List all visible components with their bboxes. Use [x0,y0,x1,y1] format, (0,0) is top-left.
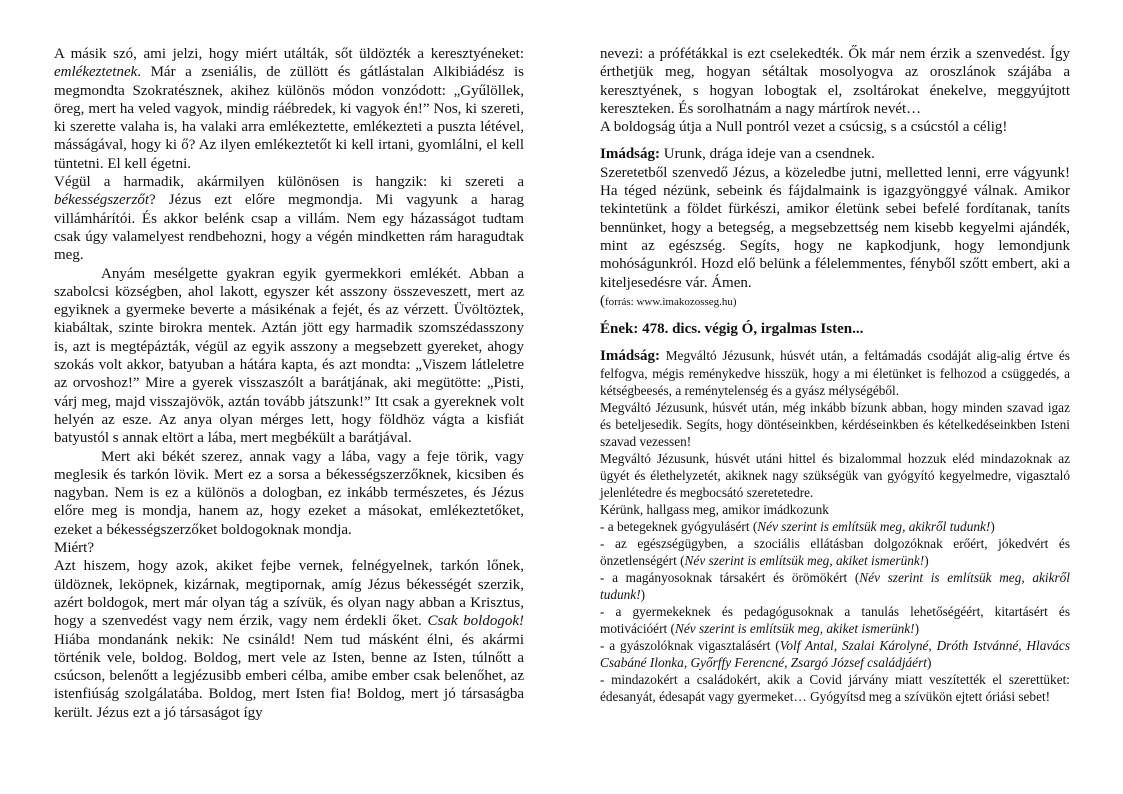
paragraph: Megváltó Jézusunk, húsvét utáni hittel és bizalommal hozzuk eléd mindazoknak az ügyét és élethelyzetét, akiknek nagy szükségük van gyógyító kegyelmedre, vigasztaló jelenlétedre és megbocsátó szeretetedre. [600,451,1070,501]
prayer-label: Imádság: [600,146,661,163]
paragraph [54,173,524,264]
list-item: - a magányosoknak társakért és örömökért (Név szerint is említsük meg, akikről tudunk!) [600,570,1070,603]
paragraph [600,347,1070,399]
text: . Már a zseniális, de züllött és gátlástalan Alkibiádész is megmondta Szokratésznek, akihez különös módon vonzódott: „Gyűlöllek, öreg, mert ha veled vagyok, mindig ráébredek, ki vagyok én!” Nos, ki szereti, ki szerette valaha is, ha valaki arra emlékeztette, emlékezteti a puszta létével, másságával, hogy ki ő? Az ilyen emlékeztetőt ki kell irtani, gyomlálni, el kell tüntetni. El kell égetni. [54,64,524,172]
paragraph: Miért? [54,540,94,557]
prayer-first-line [600,145,1070,163]
text: Végül a harmadik, akármilyen különösen is hangzik: ki szereti a [54,174,524,191]
paragraph: nevezi: a prófétákkal is ezt cselekedték. Ők már nem érzik a szenvedést. Így érthetjük meg, hogyan sétáltak mosolyogva az oroszlánok szájába a keresztyének, s hogyan lobogtak el, zsoltárokat énekelve, meggyújtott kereszteken. És sorolhatnám a nagy mártírok nevét… [600,46,1070,117]
list-item: - a betegeknek gyógyulásért (Név szerint is említsük meg, akikről tudunk!) [600,519,995,535]
paragraph: Kérünk, hallgass meg, amikor imádkozunk [600,502,829,518]
source-link: forrás: www.imakozosseg.hu) [605,295,737,308]
list-item: - az egészségügyben, a szociális ellátásban dolgozóknak erőért, jókedvért és önzetlenségért (Név szerint is említsük meg, akiket ismerünk!) [600,536,1070,569]
paragraph: Anyám mesélgette gyakran egyik gyermekkori emlékét. Abban a szabolcsi községben, ahol lakott, egyszer két asszony összeveszett, mert az egyiknek a gyermeke beverte a másikénak a fejét, és az vérzett. Üvöltöztek, kiabáltak, szinte birokra mentek. Aztán jött egy harmadik szomszédasszony is, azt is megtépázták, végül az egyik asszony a megsebzett gyereket, ahogy szokás volt akkor, batyuban a hátára kapta, és azt mondta: „Viszem látleletre az orvoshoz!” Mire a gyerek visszaszólt a barátjának, aki megütötte: „Pisti, várj meg, majd visszajövök, aztán tovább játszunk!” Itt csak a gyereknek volt helyén az esze. Az anya olyan mérges lett, hogy földhöz vágta a kisfiát batyustól s annak eltört a lába, mert megbékült a barátjával. [54,265,524,447]
text: Hiába mondanánk nekik: Ne csináld! Nem tud másként élni, és akármi történik vele, boldog. Boldog, mert vele az Isten, benne az Isten, túlnőtt a csúcson, belenőtt a legjézusibb emberi célba, amibe ember csak belenőhet, az istenfiúság szolgálatába. Boldog, mert Isten fia! Boldog, mert jó társaságba került. Jézus ezt a jó társaságot így [54,631,524,721]
prayer-body: Szeretetből szenvedő Jézus, a közeledbe jutni, melletted lenni, erre vágyunk! Ha téged nézünk, sebeink és fájdalmaink is igazgyönggyé válnak. Amikor tekintetünk a földet fürkészi, amikor életünk sebei befelé fordítanak, taníts bennünket, hogy a betegség, a megsebzettség nem kisebb kegyelmi ajándék, mint az egészség. Segíts, hogy ne kapkodjunk, hogy lemondjunk mohóságunkról. Hozd elő belünk a félelemmentes, fényből szőtt embert, aki a kiteljesedésre vár. Ámen. [600,164,1070,291]
left-column [54,45,524,722]
text: ( [600,292,605,309]
paragraph: Mert aki békét szerez, annak vagy a lába, vagy a feje törik, vagy meglesik és tarkón lövik. Mert ez a sorsa a békességszerzőknek, kicsiben és nagyban. Nem is ez a különös a dologban, ez inkább természetes, és Jézus előre meg is mondja, hanem az, hogy ezeket a másokat, emlékeztetőket, ezeket a békességszerzőket boldogoknak mondja. [54,448,524,538]
source-line [600,292,1070,311]
italic-term: békességszerzőt [54,192,149,209]
text: Megváltó Jézusunk, húsvét után, a feltámadás csodáját alig-alig értve és felfogva, mégis reménykedve hisszük, hogy a mi életünket is felhozod a csüggedés, a kétségbeesés, a reménytelenség és a gyász mélységéből. [600,348,1070,399]
list-item: - a gyászolóknak vigasztalásért (Volf Antal, Szalai Károlyné, Dróth Istvánné, Hlavács Csabáné Ilonka, Győrffy Ferencné, Zsargó József családjáért) [600,638,1071,671]
paragraph: Megváltó Jézusunk, húsvét után, még inkább bízunk abban, hogy minden szavad igaz és beteljesedik. Segíts, hogy döntéseinkben, kérdéseinkben és kételkedéseinkben Isteni szavad vezessen! [600,400,1070,450]
text: Azt hiszem, hogy azok, akiket fejbe vernek, felnégyelnek, tarkón lőnek, üldöznek, leköpnek, kizárnak, megtipornak, amíg Jézus békességét szerzik, azért boldogok, mert már olyan tág a szívük, és olyan nagy abban a Krisztus, hogy a szenvedést vagy nem érzik, vagy nem érdekli őket. [54,558,524,630]
italic-term: emlékeztetnek [54,64,138,81]
song-heading: Ének: 478. dics. végig Ó, irgalmas Isten... [600,321,864,338]
paragraph [54,45,524,173]
paragraph: A boldogság útja a Null pontról vezet a csúcsig, s a csúcstól a célig! [600,119,1008,136]
text: A másik szó, ami jelzi, hogy miért utálták, sőt üldözték a keresztyéneket: [54,46,524,62]
paragraph [54,557,524,722]
prayer-label: Imádság: [600,348,661,365]
italic-term: Csak boldogok! [427,613,524,630]
list-item: - mindazokért a családokért, akik a Covid járvány miatt veszítették el szerettüket: édesanyát, édesapát vagy gyermeket… Gyógyítsd meg a szívükön ejtett óriási sebet! [600,672,1070,705]
intercession [600,347,1070,705]
list-item: - a gyermekeknek és pedagógusoknak a tanulás lehetőségéért, kitartásért és motivációért (Név szerint is említsük meg, akiket ismerünk!) [600,604,1070,637]
text: ? Jézus ezt előre megmondja. Mi vagyunk a harag villámhárítói. És akkor belénk csap a villám. Nem egy házasságot tudtam csak úgy valamelyest rendbehozni, hogy a végén mindketten rám haragudtak meg. [54,192,524,264]
text: Urunk, drága ideje van a csendnek. [660,146,875,163]
right-column [600,45,1070,705]
